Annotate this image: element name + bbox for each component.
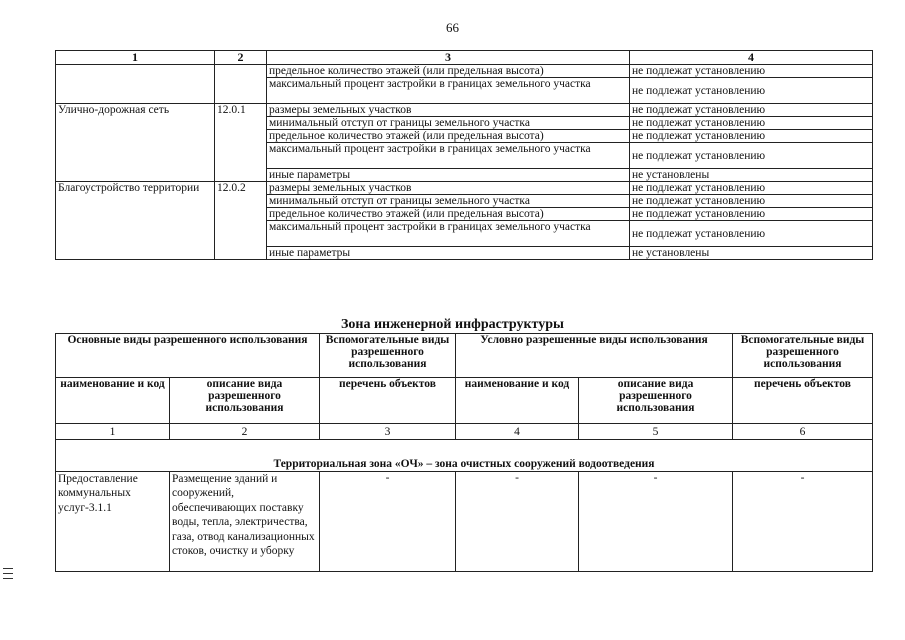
parameter-name: предельное количество этажей (или предельная высота) [267,130,630,143]
zone-title: Территориальная зона «ОЧ» – зона очистных сооружений водоотведения [56,440,873,472]
column-number: 5 [579,424,733,440]
use-name [56,65,215,104]
subheader-description-2: описание вида разрешенного использования [579,378,733,424]
table-header-row [56,51,873,65]
parameter-name: иные параметры [267,169,630,182]
use-description: Размещение зданий и сооружений, обеспечивающих поставку воды, тепла, электричества, газа, отвод канализационных стоков, очистку и уборку [170,472,320,572]
header-main-uses: Основные виды разрешенного использования [56,334,320,378]
zone-table [55,333,873,572]
use-name: Благоустройство территории [56,182,215,260]
parameter-value: не подлежат установлению [630,208,873,221]
parameter-name: иные параметры [267,247,630,260]
parameter-value: не подлежат установлению [630,182,873,195]
parameter-name: минимальный отступ от границы земельного участка [267,195,630,208]
column-number: 6 [733,424,873,440]
parameter-value: не подлежат установлению [630,130,873,143]
column-header: 1 [56,51,215,65]
dash-cell: - [579,472,733,572]
parameter-value: не установлены [630,247,873,260]
use-code: 12.0.1 [215,104,267,182]
dash-cell: - [320,472,456,572]
column-number: 2 [170,424,320,440]
margin-mark [3,568,13,583]
dash-cell: - [733,472,873,572]
parameter-value: не подлежат установлению [630,78,873,104]
parameters-table [55,50,873,260]
parameter-name: размеры земельных участков [267,182,630,195]
parameter-value: не подлежат установлению [630,65,873,78]
parameter-name: предельное количество этажей (или предельная высота) [267,208,630,221]
subheader-object-list-2: перечень объектов [733,378,873,424]
use-code [215,65,267,104]
parameter-name: максимальный процент застройки в границах земельного участка [267,221,630,247]
parameter-name: максимальный процент застройки в границах земельного участка [267,78,630,104]
column-header: 2 [215,51,267,65]
subheader-name-code-1: наименование и код [56,378,170,424]
header-auxiliary-uses-2: Вспомогательные виды разрешенного использования [733,334,873,378]
use-code: 12.0.2 [215,182,267,260]
header-auxiliary-uses-1: Вспомогательные виды разрешенного использования [320,334,456,378]
header-conditional-uses: Условно разрешенные виды использования [456,334,733,378]
table-row [56,182,873,195]
dash-cell: - [456,472,579,572]
page-number: 66 [446,20,459,35]
table-row [56,104,873,117]
parameter-value: не подлежат установлению [630,104,873,117]
column-number: 4 [456,424,579,440]
subheader-object-list-1: перечень объектов [320,378,456,424]
parameter-value: не подлежат установлению [630,221,873,247]
parameter-value: не подлежат установлению [630,195,873,208]
subheader-description-1: описание вида разрешенного использования [170,378,320,424]
parameter-name: максимальный процент застройки в границах земельного участка [267,143,630,169]
column-header: 4 [630,51,873,65]
parameter-value: не подлежат установлению [630,117,873,130]
parameter-name: размеры земельных участков [267,104,630,117]
subheader-name-code-2: наименование и код [456,378,579,424]
parameter-value: не подлежат установлению [630,143,873,169]
use-name: Улично-дорожная сеть [56,104,215,182]
column-number: 3 [320,424,456,440]
use-name-code: Предоставление коммунальных услуг-3.1.1 [56,472,170,572]
parameter-value: не установлены [630,169,873,182]
section-title: Зона инженерной инфраструктуры [341,317,564,332]
column-number: 1 [56,424,170,440]
parameter-name: предельное количество этажей (или предельная высота) [267,65,630,78]
column-header: 3 [267,51,630,65]
parameter-name: минимальный отступ от границы земельного участка [267,117,630,130]
table-row [56,65,873,78]
